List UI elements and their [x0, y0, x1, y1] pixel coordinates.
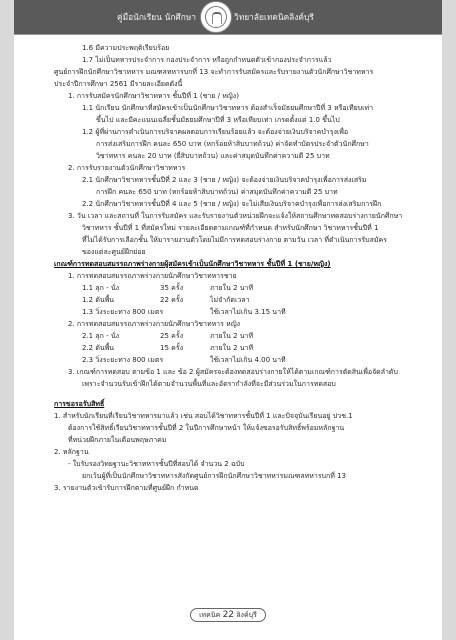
test-limit: ใช้เวลาไม่เกิน 4.00 นาที: [210, 356, 286, 364]
criteria-note-line-1: 3. เกณฑ์การทดสอบ ตามข้อ 1 และ ข้อ 2 ผู้สมัครจะต้องทดสอบร่างกายให้ได้ตามเกณฑ์การตัดสินเพื่อจัดลำดับ: [68, 368, 398, 376]
body-text-line: การส่งเสริมการฝึก คนละ 650 บาท (หกร้อยห้าสิบบาทถ้วน) ค่าจัดทำบัตรประจำตัวนักศึกษา: [96, 140, 369, 148]
test-item: 1.3 วิ่งระยะทาง 800 เมตร: [82, 308, 164, 316]
test-item: 2.1 ลุก - นั่ง: [82, 332, 120, 340]
test-value: 25 ครั้ง: [160, 332, 183, 340]
rights-section: [54, 410, 404, 494]
body-text-line: การฝึก คนละ 650 บาท (หกร้อยห้าสิบบาทถ้วน) ค่าสมุดบันทึกค่าความดี 25 บาท: [96, 188, 338, 196]
rights-text-line: 2. หลักฐาน: [54, 448, 89, 456]
test-value: [160, 306, 210, 318]
page-number: 22: [222, 610, 235, 620]
test-value: 15 ครั้ง: [160, 344, 183, 352]
male-test-table: [54, 282, 404, 318]
body-text-line: 1.6 มีความประพฤติเรียบร้อย: [82, 44, 170, 52]
rights-text-line: ต้องการใช้สิทธิ์เรียนวิชาทหารชั้นปีที่ 2 ในปีการศึกษาหน้า ให้แจ้งขอรอรับสิทธิ์พร้อมหลักฐาน: [68, 424, 345, 432]
body-text-line: ประจำปีการศึกษา 2561 มีรายละเอียดดังนี้: [54, 80, 183, 88]
footer-suffix: ลิงค์บุรี: [236, 611, 257, 619]
female-test-heading: 2. การทดสอบสมรรถภาพร่างกายนักศึกษาวิชาทหาร หญิง: [68, 320, 241, 328]
criteria-heading: เกณฑ์การทดสอบสมรรถภาพร่างกายผู้สมัครเข้าเป็นนักศึกษาวิชาทหาร ชั้นปีที่ 1 (ชาย/หญิง): [54, 260, 331, 268]
test-value: [160, 354, 210, 366]
test-item: 1.2 ดันพื้น: [82, 296, 115, 304]
criteria-note-line-2: เพราะจำนวนรับเข้าฝึกได้ตามจำนวนพื้นที่และอัตรากำลังที่จะมีส่วนร่วมในการทดสอบ: [82, 380, 336, 388]
rights-text-line: - ใบรับรองวิทยฐานะวิชาทหารชั้นปีที่สอบได้ จำนวน 2 ฉบับ: [68, 460, 245, 468]
body-text-line: ศูนย์การฝึกนักศึกษาวิชาทหาร มณฑลทหารบกที่ 13 จะทำการรับสมัครและรับรายงานตัวนักศึกษาวิชาทหาร: [54, 68, 374, 76]
body-text-line: 1. การรับสมัครนักศึกษาวิชาทหาร ชั้นปีที่ 1 (ชาย / หญิง): [68, 92, 239, 100]
body-text-line: วิชาทหาร คนละ 20 บาท (ยี่สิบบาทถ้วน) และค่าสมุดบันทึกค่าความดี 25 บาท: [96, 152, 330, 160]
test-row: [54, 354, 404, 366]
test-row: [54, 342, 404, 354]
body-text-line: ขึ้นไป และมีคะแนนเฉลี่ยชั้นมัธยมศึกษาปีที่ 3 หรือเทียบเท่า เกรดตั้งแต่ 1.0 ขึ้นไป: [96, 116, 340, 124]
test-item: 2.2 ดันพื้น: [82, 344, 115, 352]
rights-text-line: ยกเว้นผู้ที่เป็นนักศึกษาวิชาทหารสังกัดศูนย์การฝึกนักศึกษาวิชาทหารมณฑลทหารบกที่ 13: [82, 472, 346, 480]
body-text-line: 1.7 ไม่เป็นทหารประจำการ กองประจำการ หรือถูกกำหนดตัวเข้ากองประจำการแล้ว: [82, 56, 332, 64]
test-row: [54, 306, 404, 318]
document-body: [54, 42, 404, 494]
header-right-title: วิทยาลัยเทคนิคลิงค์บุรี: [234, 12, 314, 22]
page-header: [14, 0, 442, 34]
test-item: 1.1 ลุก - นั่ง: [82, 284, 120, 292]
body-text-line: วิชาทหาร ชั้นปีที่ 1 ที่สมัครใหม่ รายละเอียดตามเกณฑ์ที่กำหนด สำหรับนักศึกษา วิชาทหารชั้นปีที่ 1: [82, 224, 379, 232]
body-text-line: 1.1 นักเรียน นักศึกษาที่สมัครเข้าเป็นนักศึกษาวิชาทหาร ต้องสำเร็จมัธยมศึกษาปีที่ 3 หรือเทียบเท่า: [82, 104, 374, 112]
college-emblem-icon: [200, 1, 232, 33]
header-left-title: คู่มือนักเรียน นักศึกษา: [116, 12, 196, 22]
document-page: [14, 0, 442, 640]
test-row: [54, 330, 404, 342]
rights-text-line: 3. รายงานตัวเข้ารับการฝึกตามที่ศูนย์ฝึก กำหนด: [54, 484, 199, 492]
test-value: 22 ครั้ง: [160, 296, 183, 304]
body-text-line: 3. วัน เวลา และสถานที่ ในการรับสมัคร และรับรายงานตัวหน่วยฝึกจะแจ้งให้สถานศึกษาทดสอบร่างกายนักศึกษา: [68, 212, 403, 220]
body-text-line: 2.2 นักศึกษาวิชาทหารชั้นปีที่ 4 และ 5 (ชาย / หญิง) จะไม่เสียเงินบริจาคบำรุงเพื่อการส่งเสริมการฝึก: [82, 200, 382, 208]
test-limit: ภายใน 2 นาที: [210, 284, 254, 292]
body-text-line: 2. การรับรายงานตัวนักศึกษาวิชาทหาร: [68, 164, 186, 172]
body-text-line: 1.2 ผู้ที่ผ่านการดำเนินการบริจาคผลตอบการเรียนร้อยแล้ว จะต้องจ่ายเงินบริจาคบำรุงเพื่อ: [82, 128, 349, 136]
test-row: [54, 282, 404, 294]
test-limit: ใช้เวลาไม่เกิน 3.15 นาที: [210, 308, 286, 316]
male-test-heading: 1. การทดสอบสมรรถภาพร่างกายนักศึกษาวิชาทหารชาย: [68, 272, 237, 280]
test-limit: ไม่จำกัดเวลา: [210, 296, 250, 304]
female-test-table: [54, 330, 404, 366]
rights-text-line: 1. สำหรับนักเรียนที่เรียนวิชาทหารมาแล้ว เช่น สอบได้วิชาทหารชั้นปีที่ 1 และปัจจุบันเรียนอยู่ ปวช.1: [54, 412, 353, 420]
test-value: 35 ครั้ง: [160, 284, 183, 292]
body-text-line: 2.1 นักศึกษาวิชาทหารชั้นปีที่ 2 และ 3 (ชาย / หญิง) จะต้องจ่ายเงินบริจาคบำรุงเพื่อการส่งเสริม: [82, 176, 367, 184]
footer-prefix: เทคนิค: [199, 611, 221, 619]
intro-section: [54, 42, 404, 258]
page-number-badge: [190, 608, 266, 622]
test-item: 2.3 วิ่งระยะทาง 800 เมตร: [82, 356, 164, 364]
header-divider: [14, 34, 442, 35]
rights-heading: การขอรอรับสิทธิ์: [54, 400, 105, 408]
body-text-line: ที่ไม่ได้รับการเลือกชั้น ให้มารายงานตัวโดยไม่มีการทดสอบร่างกาย ตามวัน เวลา ที่ดำเนินการรับสมัคร: [82, 236, 387, 244]
test-limit: ภายใน 2 นาที: [210, 332, 254, 340]
rights-text-line: ที่หน่วยฝึกภายในเดือนพฤษภาคม: [68, 436, 167, 444]
body-text-line: ของแต่ละศูนย์ฝึกย่อย: [82, 248, 146, 256]
test-limit: ภายใน 2 นาที: [210, 344, 254, 352]
test-row: [54, 294, 404, 306]
